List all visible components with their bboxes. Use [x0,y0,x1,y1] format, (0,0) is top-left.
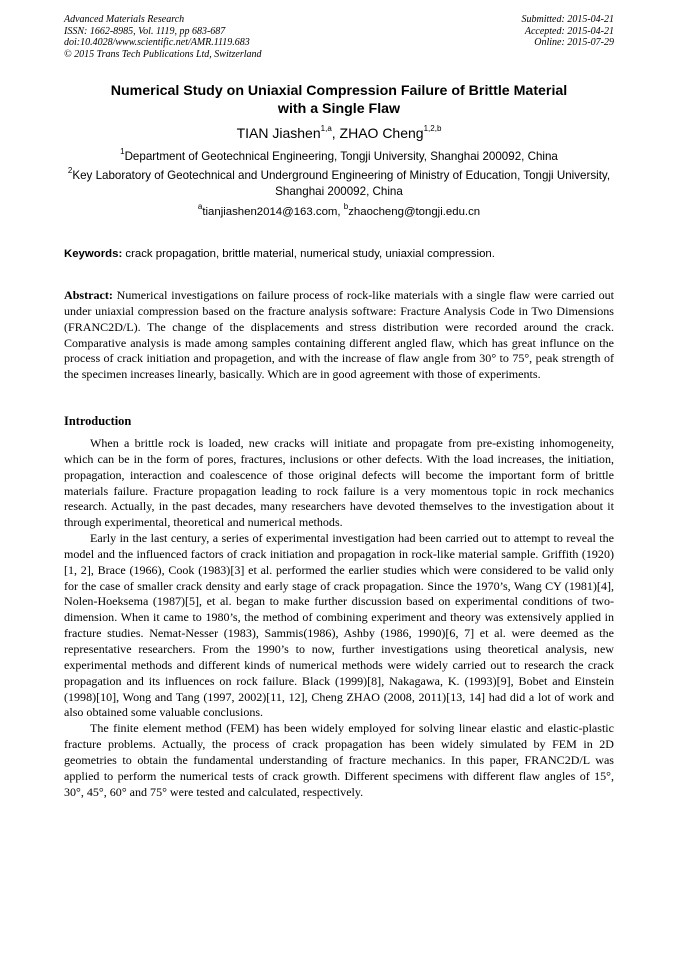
author-superscript: 1,a [320,124,332,134]
journal-copyright: © 2015 Trans Tech Publications Ltd, Switzerland [64,48,262,60]
introduction-body [64,436,614,800]
journal-issn: ISSN: 1662-8985, Vol. 1119, pp 683-687 [64,25,226,37]
affiliation-text: Department of Geotechnical Engineering, Tongji University, Shanghai 200092, China [124,150,558,163]
abstract [64,288,614,383]
journal-info [64,14,262,60]
online-date: Online: 2015-07-29 [534,37,614,49]
submitted-date: Submitted: 2015-04-21 [521,14,614,25]
author-list [64,124,614,142]
author-emails [64,202,614,220]
accepted-date: Accepted: 2015-04-21 [524,25,614,37]
title-line-1: Numerical Study on Uniaxial Compression Failure of Brittle Material [110,83,568,99]
email-marker: a [197,202,203,212]
paragraph: When a brittle rock is loaded, new cracks will initiate and propagate from pre-existing inhomogeneity, which can be in the form of pores, fractures, inclusions or other defects. With the load increases, the initiation, propagation, interaction and coalescence of those original defects will become the important form of brittle materials failure. Fracture propagation leading to rock failure is a very momentous topic in rock mechanics research. Actually, in the past decades, many researchers have devoted themselves to the investigation about it through experimental, theoretical and numerical methods. [64,436,614,530]
publication-dates [522,14,615,49]
affiliation-marker: 1 [120,147,125,157]
author-name: ZHAO Cheng [339,125,424,141]
paper-title [64,82,614,118]
keywords [64,247,614,262]
title-line-2: with a Single Flaw [277,101,401,117]
affiliation-1 [64,149,614,165]
abstract-label: Abstract: [64,288,113,302]
affiliation-2 [64,168,614,199]
email-marker: b [343,202,349,212]
email-separator: , [337,206,344,218]
author-superscript: 1,2,b [423,124,442,134]
keywords-text: crack propagation, brittle material, numerical study, uniaxial compression. [122,248,495,260]
paragraph: Early in the last century, a series of experimental investigation had been carried out to attempt to reveal the model and the influenced factors of crack initiation and propagation in rock-like material sample. Griffith (1920)[1, 2], Brace (1966), Cook (1983)[3] et al. performed the earlier studies which were considered to be valid only for the case of smaller crack density and early stage of crack propagation. Since the 1970’s, Wang CY (1981)[4], Nolen-Hoeksema (1987)[5], et al. began to make further discussion based on experimental conditions of two-dimension. When it came to 1980’s, the method of combining experiment and theory was extensively applied in fracture studies. Nemat-Nesser (1983), Sammis(1986), Ashby (1986, 1990)[6, 7] et al. were deemed as the representative researchers. From the 1990’s to now, further investigations using theoretical analysis, new experimental methods and different kinds of numerical methods were widely carried out to research the crack propagation and its influences on rock failure. Black (1999)[8], Nakagawa, K. (1993)[9], Bobet and Einstein (1998)[10], Wong and Tang (1997, 2002)[11, 12], Cheng ZHAO (2008, 2011)[13, 14] had did a lot of work and also obtained some valuable conclusions. [64,531,614,720]
author-name: TIAN Jiashen [236,125,321,141]
paragraph: The finite element method (FEM) has been widely employed for solving linear elastic and elastic-plastic fracture problems. Actually, the process of crack propagation has been widely simulated by FEM in 2D geometries to obtain the fundamental understanding of fracture mechanics. In this paper, FRANC2D/L was applied to perform the numerical tests of crack growth. Different specimens with different flaw angles of 15°, 30°, 45°, 60° and 75° were tested and calculated, respectively. [64,721,614,799]
email-link[interactable]: tianjiashen2014@163.com [202,206,338,218]
keywords-label: Keywords: [64,248,123,260]
journal-name: Advanced Materials Research [64,14,185,25]
author-separator: , [331,125,340,141]
affiliation-marker: 2 [67,166,73,176]
email-link[interactable]: zhaocheng@tongji.edu.cn [348,206,481,218]
section-heading: Introduction [64,414,132,428]
abstract-text: Numerical investigations on failure process of rock-like materials with a single flaw were carried out under uniaxial compression based on the fracture analysis software: Fracture Analysis Code in Two Dimensions (FRANC2D/L). The change of the displacements and stress distribution were recorded around the crack. Comparative analysis is made among samples containing different angled flaw, which has great influnce on the process of crack initiation and propagetion, and with the increase of flaw angle from 30° to 75°, peak strength of the specimen increases linearly, basically. Which are in good agreement with those of experiments. [64,288,614,382]
affiliation-text: Key Laboratory of Geotechnical and Underground Engineering of Ministry of Education, Tongji University, Shanghai 200092, China [72,169,611,198]
journal-doi: doi:10.4028/www.scientific.net/AMR.1119.683 [64,37,250,49]
